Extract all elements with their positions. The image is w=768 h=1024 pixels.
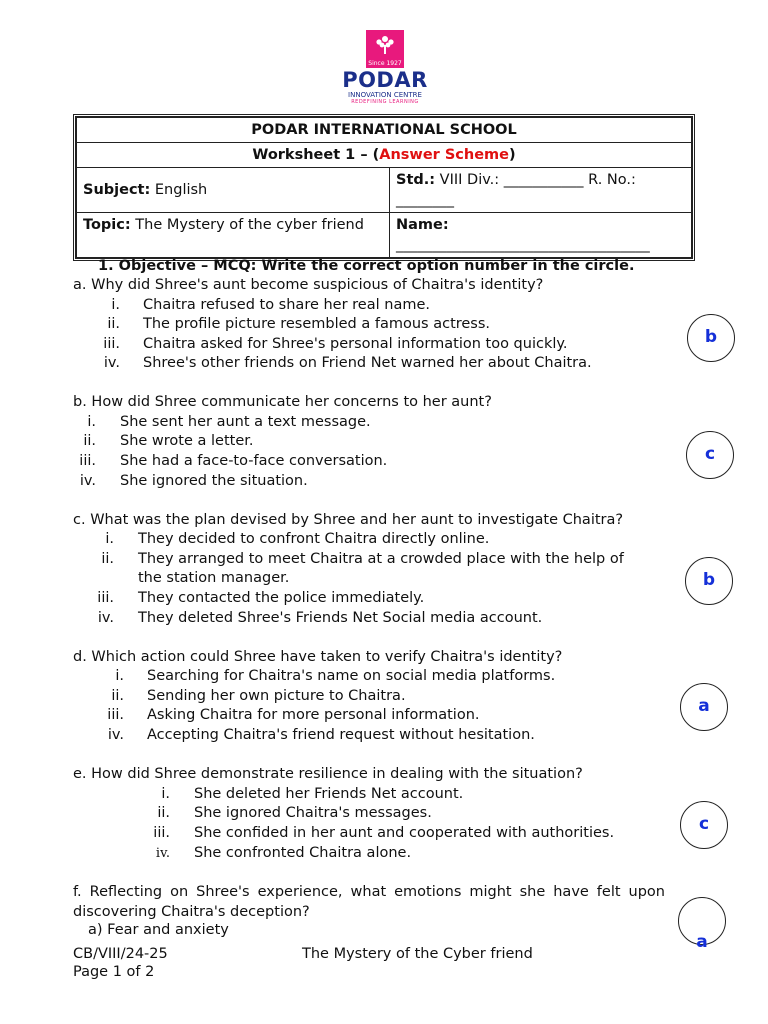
answer-circle-d: a [680,683,728,731]
question-b: b. How did Shree communicate her concerns to her aunt? [73,394,492,410]
std-label: Std.: [396,172,436,188]
header-table [73,114,695,261]
school-logo [335,30,435,110]
answer-circle-c: b [685,557,733,605]
question-c: c. What was the plan devised by Shree and her aunt to investigate Chaitra? [73,512,624,528]
std-cell [390,168,692,213]
logo-emblem [366,30,404,68]
std-value: VIII Div.: ___________ R. No.: ________ [396,172,636,208]
subject-value: English [150,182,208,198]
question-a: a. Why did Shree's aunt become suspicious of Chaitra's identity? [73,277,544,293]
topic-label: Topic: [83,217,131,233]
footer-page: Page 1 of 2 [73,964,155,980]
question-f: f. Reflecting on Shree's experience, what emotions might she have felt upon discovering Chaitra's deception? [73,884,665,920]
name-value: ___________________________________ [396,237,650,253]
question-e: e. How did Shree demonstrate resilience in dealing with the situation? [73,766,583,782]
worksheet-title [77,143,692,168]
logo-subtitle: INNOVATION CENTRE [348,91,422,99]
footer-title: The Mystery of the Cyber friend [302,946,533,962]
name-cell [390,213,692,258]
option-f-1: a) Fear and anxiety [88,922,229,938]
topic-value: The Mystery of the cyber friend [130,217,364,233]
worksheet-prefix: Worksheet 1 – ( [252,147,380,163]
logo-name: PODAR [342,68,428,92]
subject-cell [77,168,390,213]
worksheet-suffix: ) [509,147,516,163]
name-label: Name: [396,217,449,233]
logo-since: Since 1927 [368,60,402,67]
answer-scheme-label: Answer Scheme [379,147,509,163]
topic-cell [77,213,390,258]
question-d: d. Which action could Shree have taken to verify Chaitra's identity? [73,649,563,665]
answer-circle-f: a [678,897,726,945]
answer-circle-b: c [686,431,734,479]
school-name: PODAR INTERNATIONAL SCHOOL [77,118,692,143]
subject-label: Subject: [83,182,151,198]
footer-code: CB/VIII/24-25 [73,946,168,962]
tree-icon [373,34,397,56]
answer-circle-a: b [687,314,735,362]
logo-tagline: REDEFINING LEARNING [351,99,419,105]
section-title: 1. Objective – MCQ: Write the correct option number in the circle. [98,258,635,274]
answer-circle-e: c [680,801,728,849]
